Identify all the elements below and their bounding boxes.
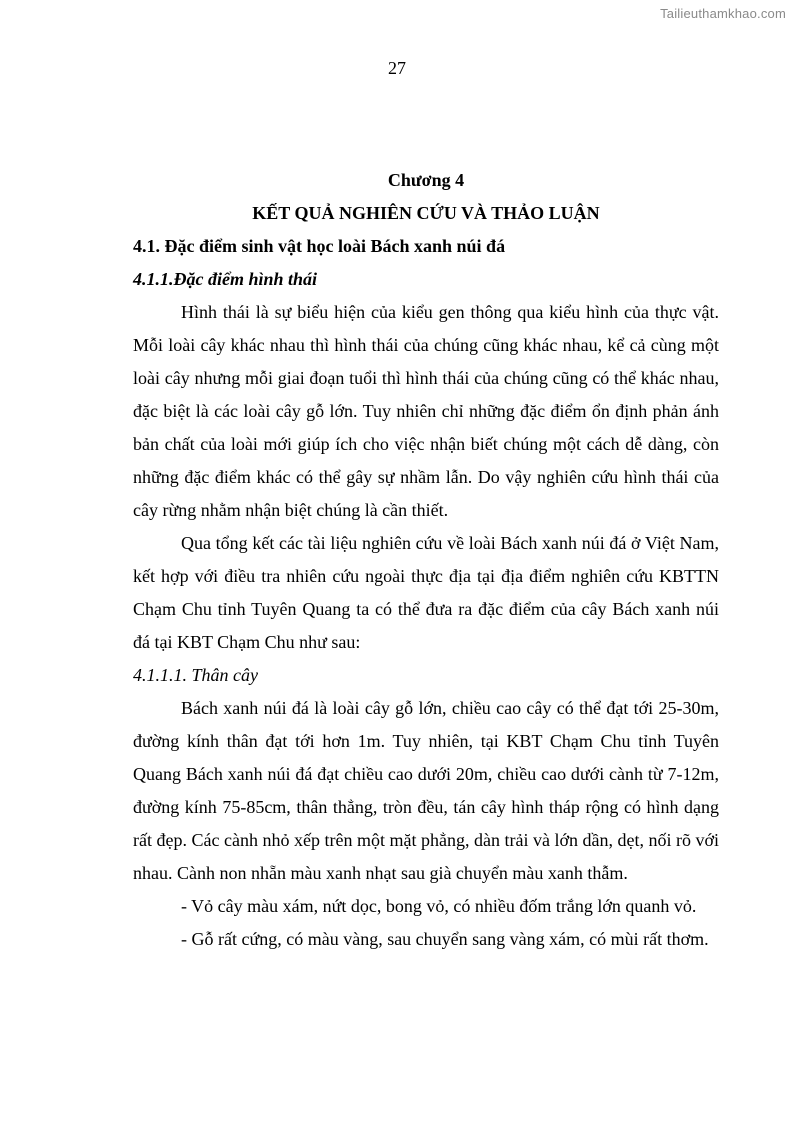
chapter-title: KẾT QUẢ NGHIÊN CỨU VÀ THẢO LUẬN	[252, 203, 600, 223]
document-body	[133, 164, 719, 956]
section-heading-4-1-1: 4.1.1.Đặc điểm hình thái	[133, 269, 318, 289]
list-item: - Gỗ rất cứng, có màu vàng, sau chuyển sang vàng xám, có mùi rất thơm.	[181, 929, 709, 949]
page-number: 27	[388, 58, 406, 78]
list-item: - Vỏ cây màu xám, nứt dọc, bong vỏ, có nhiều đốm trắng lớn quanh vỏ.	[181, 896, 697, 916]
paragraph: Qua tổng kết các tài liệu nghiên cứu về loài Bách xanh núi đá ở Việt Nam, kết hợp với điều tra nhiên cứu ngoài thực địa tại địa điểm nghiên cứu KBTTN Chạm Chu tỉnh Tuyên Quang ta có thể đưa ra đặc điểm của cây Bách xanh núi đá tại KBT Chạm Chu như sau:	[133, 533, 719, 652]
section-heading-4-1: 4.1. Đặc điểm sinh vật học loài Bách xanh núi đá	[133, 236, 506, 256]
chapter-label: Chương 4	[387, 170, 465, 190]
watermark: Tailieuthamkhao.com	[660, 6, 786, 21]
paragraph: Bách xanh núi đá là loài cây gỗ lớn, chiều cao cây có thể đạt tới 25-30m, đường kính thân đạt tới hơn 1m. Tuy nhiên, tại KBT Chạm Chu tỉnh Tuyên Quang Bách xanh núi đá đạt chiều cao dưới 20m, chiều cao dưới cành từ 7-12m, đường kính 75-85cm, thân thẳng, tròn đều, tán cây hình tháp rộng có hình dạng rất đẹp. Các cành nhỏ xếp trên một mặt phẳng, dàn trải và lớn dần, dẹt, nối rõ với nhau. Cành non nhẵn màu xanh nhạt sau già chuyển màu xanh thẫm.	[133, 698, 719, 883]
paragraph: Hình thái là sự biểu hiện của kiểu gen thông qua kiểu hình của thực vật. Mỗi loài cây khác nhau thì hình thái của chúng cũng khác nhau, kể cả cùng một loài cây nhưng mỗi giai đoạn tuổi thì hình thái của chúng cũng có thể khác nhau, đặc biệt là các loài cây gỗ lớn. Tuy nhiên chỉ những đặc điểm ổn định phản ánh bản chất của loài mới giúp ích cho việc nhận biết chúng một cách dễ dàng, còn những đặc điểm khác có thể gây sự nhầm lẫn. Do vậy nghiên cứu hình thái của cây rừng nhằm nhận biệt chúng là cần thiết.	[133, 302, 719, 520]
section-heading-4-1-1-1: 4.1.1.1. Thân cây	[133, 665, 258, 685]
